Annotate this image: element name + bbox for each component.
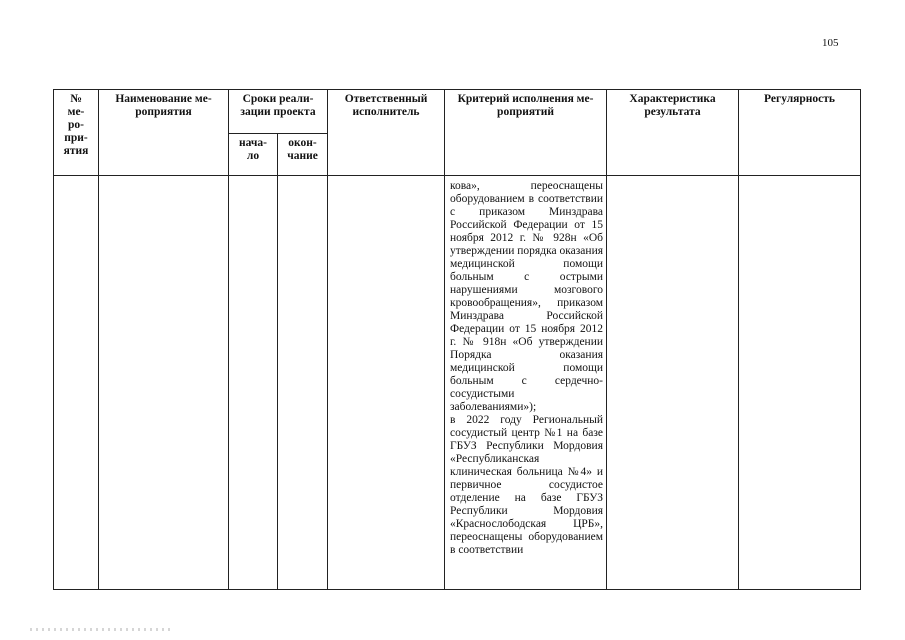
cell-criterion xyxy=(445,176,607,590)
header-terms xyxy=(229,90,328,134)
table-row xyxy=(54,176,861,590)
header-regularity xyxy=(739,90,861,176)
header-end-label: окон- чание xyxy=(287,137,318,162)
page-number: 105 xyxy=(822,37,839,49)
header-end xyxy=(278,134,328,176)
header-result-label: Характеристика результата xyxy=(629,93,716,118)
criterion-paragraph-2: в 2022 году Региональный сосудистый центр №1 на базе ГБУЗ Республики Мордовия «Республиканская клиническая больница №4» и первичное сосудистое отделение на базе ГБУЗ Республики Мордовия «Краснослободская ЦРБ», переоснащены оборудованием в соответствии xyxy=(450,414,604,556)
scan-artifact xyxy=(30,628,170,631)
header-executor-label: Ответственный исполнитель xyxy=(344,93,428,118)
cell-result xyxy=(607,176,739,590)
header-start xyxy=(229,134,278,176)
header-criterion xyxy=(445,90,607,176)
header-terms-label: Сроки реали- зации проекта xyxy=(240,93,316,118)
header-start-label: нача- ло xyxy=(239,137,267,162)
header-number-label: № ме- ро- при- ятия xyxy=(63,93,89,157)
header-name-label: Наименование ме- роприятия xyxy=(115,93,212,118)
header-number xyxy=(54,90,99,176)
header-regularity-label: Регулярность xyxy=(764,93,835,105)
cell-name xyxy=(99,176,229,590)
header-criterion-label: Критерий исполнения ме- роприятий xyxy=(457,93,594,118)
criterion-paragraph-1: кова», переоснащены оборудованием в соответствии с приказом Минздрава Российской Федерации от 15 ноября 2012 г. № 928н «Об утверждении порядка оказания медицинской помощи больным с острыми нарушениями мозгового кровообращения», приказом Минздрава Российской Федерации от 15 ноября 2012 г. № 918н «Об утверждении Порядка оказания медицинской помощи больным с сердечно-сосудистыми заболеваниями»); xyxy=(450,180,604,413)
cell-regularity xyxy=(739,176,861,590)
measures-table xyxy=(53,89,861,590)
cell-executor xyxy=(328,176,445,590)
header-name xyxy=(99,90,229,176)
cell-end xyxy=(278,176,328,590)
cell-number xyxy=(54,176,99,590)
header-result xyxy=(607,90,739,176)
header-executor xyxy=(328,90,445,176)
cell-start xyxy=(229,176,278,590)
